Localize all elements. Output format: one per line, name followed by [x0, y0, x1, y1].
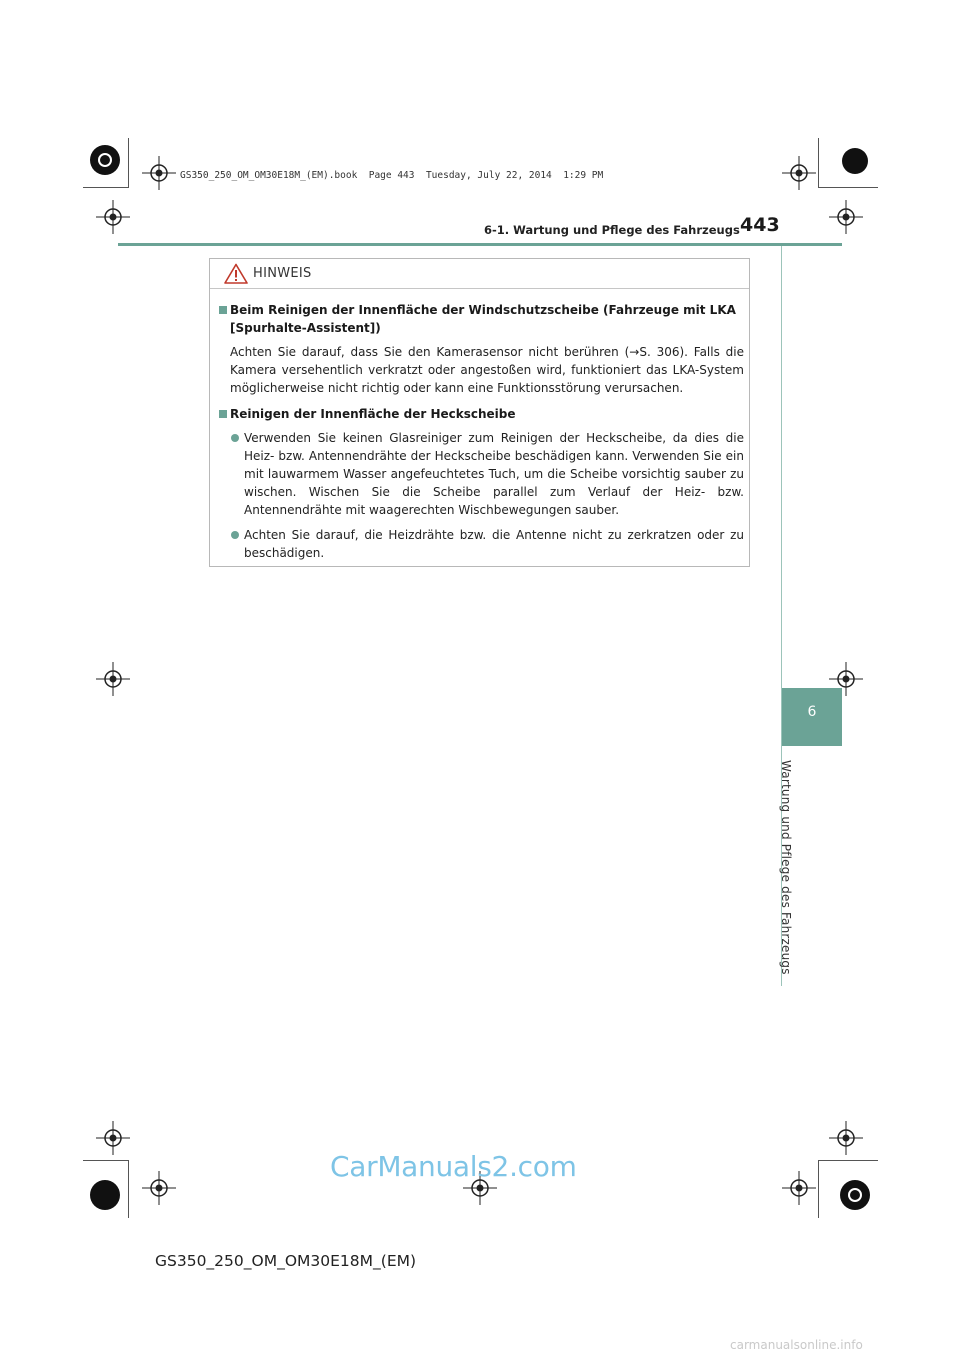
crosshair-registration-icon [829, 200, 863, 234]
section-heading: Beim Reinigen der Innenfläche der Windschutzscheibe (Fahrzeuge mit LKA [Spurhalte-Assistent]) [219, 301, 744, 337]
crosshair-registration-icon [142, 1171, 176, 1205]
square-bullet-icon [219, 410, 227, 418]
header-rule [118, 243, 842, 246]
crosshair-registration-icon [96, 1121, 130, 1155]
footer-code: GS350_250_OM_OM30E18M_(EM) [155, 1252, 417, 1270]
list-item: Verwenden Sie keinen Glasreiniger zum Reinigen der Heckscheibe, da dies die Heiz- bzw. Antennendrähte der Heckscheibe beschädigen kann. Verwenden Sie ein mit lauwarmem Wasser angefeuchtetes Tuch, um die Scheibe vorsichtig sauber zu wischen. Wischen Sie die Scheibe parallel zum Verlauf der Heiz- bzw. Antennendrähte mit waagerechten Wischbewegungen sauber. [219, 429, 744, 519]
notice-box [209, 258, 750, 567]
registration-sun-icon [840, 1180, 870, 1210]
crosshair-registration-icon [782, 1171, 816, 1205]
chapter-label: Wartung und Pflege des Fahrzeugs [779, 760, 793, 975]
notice-title: HINWEIS [253, 266, 312, 281]
crosshair-registration-icon [96, 662, 130, 696]
crosshair-registration-icon [96, 200, 130, 234]
watermark-link[interactable]: CarManuals2.com [330, 1150, 577, 1183]
crosshair-registration-icon [142, 156, 176, 190]
bottom-watermark: carmanualsonline.info [730, 1338, 863, 1352]
warning-triangle-icon [224, 263, 248, 284]
round-bullet-icon [231, 531, 239, 539]
section-heading: Reinigen der Innenfläche der Heckscheibe [219, 405, 744, 423]
round-bullet-icon [231, 434, 239, 442]
square-bullet-icon [219, 306, 227, 314]
notice-header [210, 259, 749, 289]
registration-dot-icon [91, 1182, 117, 1208]
page-number: 443 [740, 214, 780, 236]
registration-dot-icon [842, 148, 868, 174]
book-meta-line: GS350_250_OM_OM30E18M_(EM).book Page 443 Tuesday, July 22, 2014 1:29 PM [180, 170, 604, 181]
notice-content [219, 301, 744, 562]
section-title: 6-1. Wartung und Pflege des Fahrzeugs [484, 223, 740, 237]
chapter-tab: 6 [782, 688, 842, 746]
list-item: Achten Sie darauf, die Heizdrähte bzw. die Antenne nicht zu zerkratzen oder zu beschädigen. [219, 526, 744, 562]
section-paragraph: Achten Sie darauf, dass Sie den Kamerasensor nicht berühren (→S. 306). Falls die Kamera versehentlich verkratzt oder angestoßen wird, funktioniert das LKA-System möglicherweise nicht richtig oder kann eine Funktionsstörung verursachen. [230, 345, 744, 395]
crosshair-registration-icon [782, 156, 816, 190]
registration-sun-icon [90, 145, 120, 175]
crosshair-registration-icon [829, 1121, 863, 1155]
